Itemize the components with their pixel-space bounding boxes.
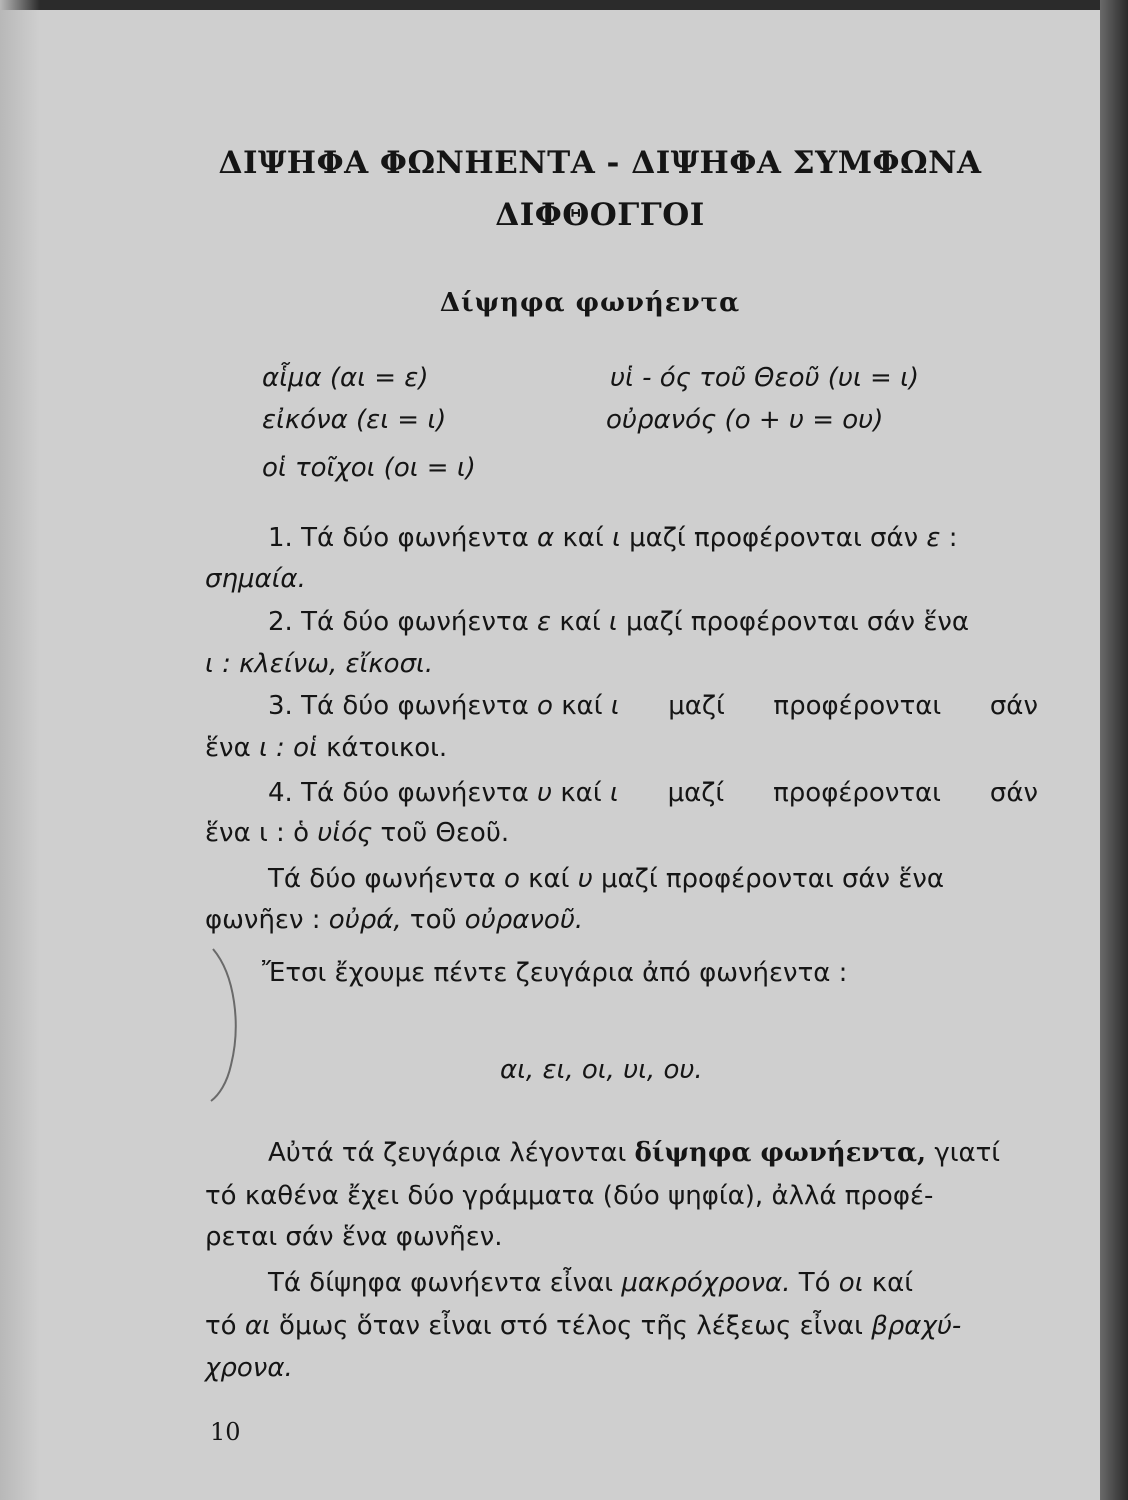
- rule-4-start: ἕνα: [205, 818, 251, 848]
- rule-1-letter-a: α: [537, 523, 555, 553]
- rule-4-lead: 4. Τά δύο φωνήεντα: [268, 778, 529, 808]
- para-2-text-c: καί: [871, 1268, 914, 1298]
- section-heading: Δίψηφα φωνήεντα: [439, 288, 741, 318]
- top-edge: [0, 0, 1100, 10]
- rule-4-and: καί: [560, 778, 602, 808]
- rule-1-colon: :: [948, 523, 958, 553]
- rule-4-end: σάν: [989, 778, 1038, 808]
- rule-3-letter-i: ι: [610, 691, 620, 721]
- rule-2-examples: κλείνω, εἴκοσι.: [239, 649, 434, 679]
- page-title: ΔΙΨΗΦΑ ΦΩΝΗΕΝΤΑ - ΔΙΨΗΦΑ ΣΥΜΦΩΝΑ: [218, 145, 982, 181]
- rule-2-lead: 2. Τά δύο φωνήεντα: [268, 607, 529, 637]
- rule-5-word-2: τοῦ: [409, 905, 457, 935]
- rule-5-letter-y: υ: [577, 864, 593, 894]
- page-shadow: [0, 0, 40, 1500]
- book-spine: [1100, 0, 1128, 1500]
- pairs-list: αι, ει, οι, υι, ου.: [500, 1055, 703, 1085]
- para-2-term-4: βραχύ-: [871, 1311, 962, 1341]
- rule-2-letter-e: ε: [537, 607, 552, 637]
- rule-3-word: οἱ: [293, 733, 318, 763]
- rule-1-example: σημαία.: [205, 564, 306, 594]
- rule-2-letter-i: ι: [608, 607, 618, 637]
- rule-4-letter-y: υ: [537, 778, 553, 808]
- example-toichoi: οἱ τοῖχοι (οι = ι): [262, 453, 476, 483]
- rule-3-line-1: [268, 688, 1038, 724]
- para-2-line-3: χρονα.: [205, 1353, 293, 1383]
- rule-3-lead: 3. Τά δύο φωνήεντα: [268, 691, 529, 721]
- example-eikona: εἰκόνα (ει = ι): [262, 405, 447, 435]
- rule-4-verb: προφέρονται: [773, 778, 941, 808]
- pencil-bracket-mark: [205, 945, 245, 1105]
- example-aima: αἷμα (αι = ε): [262, 363, 429, 393]
- rule-4-word: υἱός: [317, 818, 373, 848]
- rule-3-verb: προφέρονται: [773, 691, 942, 721]
- rule-3-mid: μαζί: [668, 691, 725, 721]
- rule-3-line-2: [205, 730, 447, 766]
- rule-2-mid: μαζί προφέρονται σάν ἕνα: [625, 607, 970, 637]
- rule-1-mid: μαζί προφέρονται σάν: [629, 523, 919, 553]
- rule-1-and: καί: [562, 523, 604, 553]
- rule-4-example: τοῦ Θεοῦ.: [380, 818, 510, 848]
- rule-5-lead: Τά δύο φωνήεντα: [268, 864, 496, 894]
- rule-1-line-1: [268, 520, 958, 556]
- rule-4-letter-i-2: ι :: [258, 818, 285, 848]
- para-2-line-1: [268, 1265, 913, 1301]
- rule-4-line-1: [268, 775, 1038, 811]
- rule-5-line-2: [205, 902, 583, 938]
- rule-1-letter-e: ε: [926, 523, 941, 553]
- para-2-text-d: τό: [205, 1311, 237, 1341]
- para-1-bold-term: δίψηφα φωνήεντα,: [634, 1138, 927, 1168]
- rule-5-line-1: [268, 861, 944, 897]
- page-number: 10: [210, 1418, 241, 1446]
- para-2-text-a: Τά δίψηφα φωνήεντα εἶναι: [268, 1268, 614, 1298]
- rule-5-word-3: οὐρανοῦ.: [464, 905, 584, 935]
- para-1-line-1: [268, 1135, 1000, 1171]
- rule-4-letter-i: ι: [609, 778, 619, 808]
- rule-3-start: ἕνα: [205, 733, 251, 763]
- para-1-line-2: τό καθένα ἔχει δύο γράμματα (δύο ψηφία), ἀλλά προφέ-: [205, 1181, 934, 1211]
- rule-4-line-2: [205, 815, 509, 851]
- rule-3-letter-o: ο: [537, 691, 553, 721]
- page-title-second-line: ΔΙΦΘΟΓΓΟΙ: [495, 197, 705, 233]
- rule-2-letter-i-2: ι :: [205, 649, 231, 679]
- rule-2-line-2: [205, 646, 433, 682]
- rule-3-end: σάν: [989, 691, 1038, 721]
- example-ouranos: οὐρανός (ο + υ = ου): [606, 405, 884, 435]
- rule-4-article: ὁ: [293, 818, 309, 848]
- para-1-line-3: ρεται σάν ἕνα φωνῆεν.: [205, 1222, 503, 1252]
- rule-2-and: καί: [559, 607, 601, 637]
- rule-4-mid: μαζί: [667, 778, 725, 808]
- para-2-term-1: μακρόχρονα.: [621, 1268, 791, 1298]
- para-2-term-3: αι: [244, 1311, 271, 1341]
- para-1-text-b: γιατί: [934, 1138, 1001, 1168]
- rule-5-word-1: οὐρά,: [328, 905, 402, 935]
- rule-5-and: καί: [528, 864, 570, 894]
- rule-5-letter-o: ο: [503, 864, 520, 894]
- pairs-intro: Ἔτσι ἔχουμε πέντε ζευγάρια ἀπό φωνήεντα :: [262, 958, 848, 988]
- para-2-text-e: ὅμως ὅταν εἶναι στό τέλος τῆς λέξεως εἶναι: [279, 1311, 863, 1341]
- rule-5-start: φωνῆεν :: [205, 905, 321, 935]
- rule-3-and: καί: [561, 691, 603, 721]
- example-yios: υἱ - ός τοῦ Θεοῦ (υι = ι): [610, 363, 920, 393]
- rule-1-letter-i: ι: [611, 523, 621, 553]
- rule-3-example: κάτοικοι.: [326, 733, 448, 763]
- para-2-text-b: Τό: [798, 1268, 831, 1298]
- rule-1-lead: 1. Τά δύο φωνήεντα: [268, 523, 529, 553]
- rule-5-mid: μαζί προφέρονται σάν ἕνα: [601, 864, 945, 894]
- para-2-term-2: οι: [838, 1268, 864, 1298]
- rule-2-line-1: [268, 604, 969, 640]
- para-1-text-a: Αὐτά τά ζευγάρια λέγονται: [268, 1138, 627, 1168]
- rule-3-letter-i-2: ι :: [258, 733, 285, 763]
- para-2-line-2: [205, 1308, 961, 1344]
